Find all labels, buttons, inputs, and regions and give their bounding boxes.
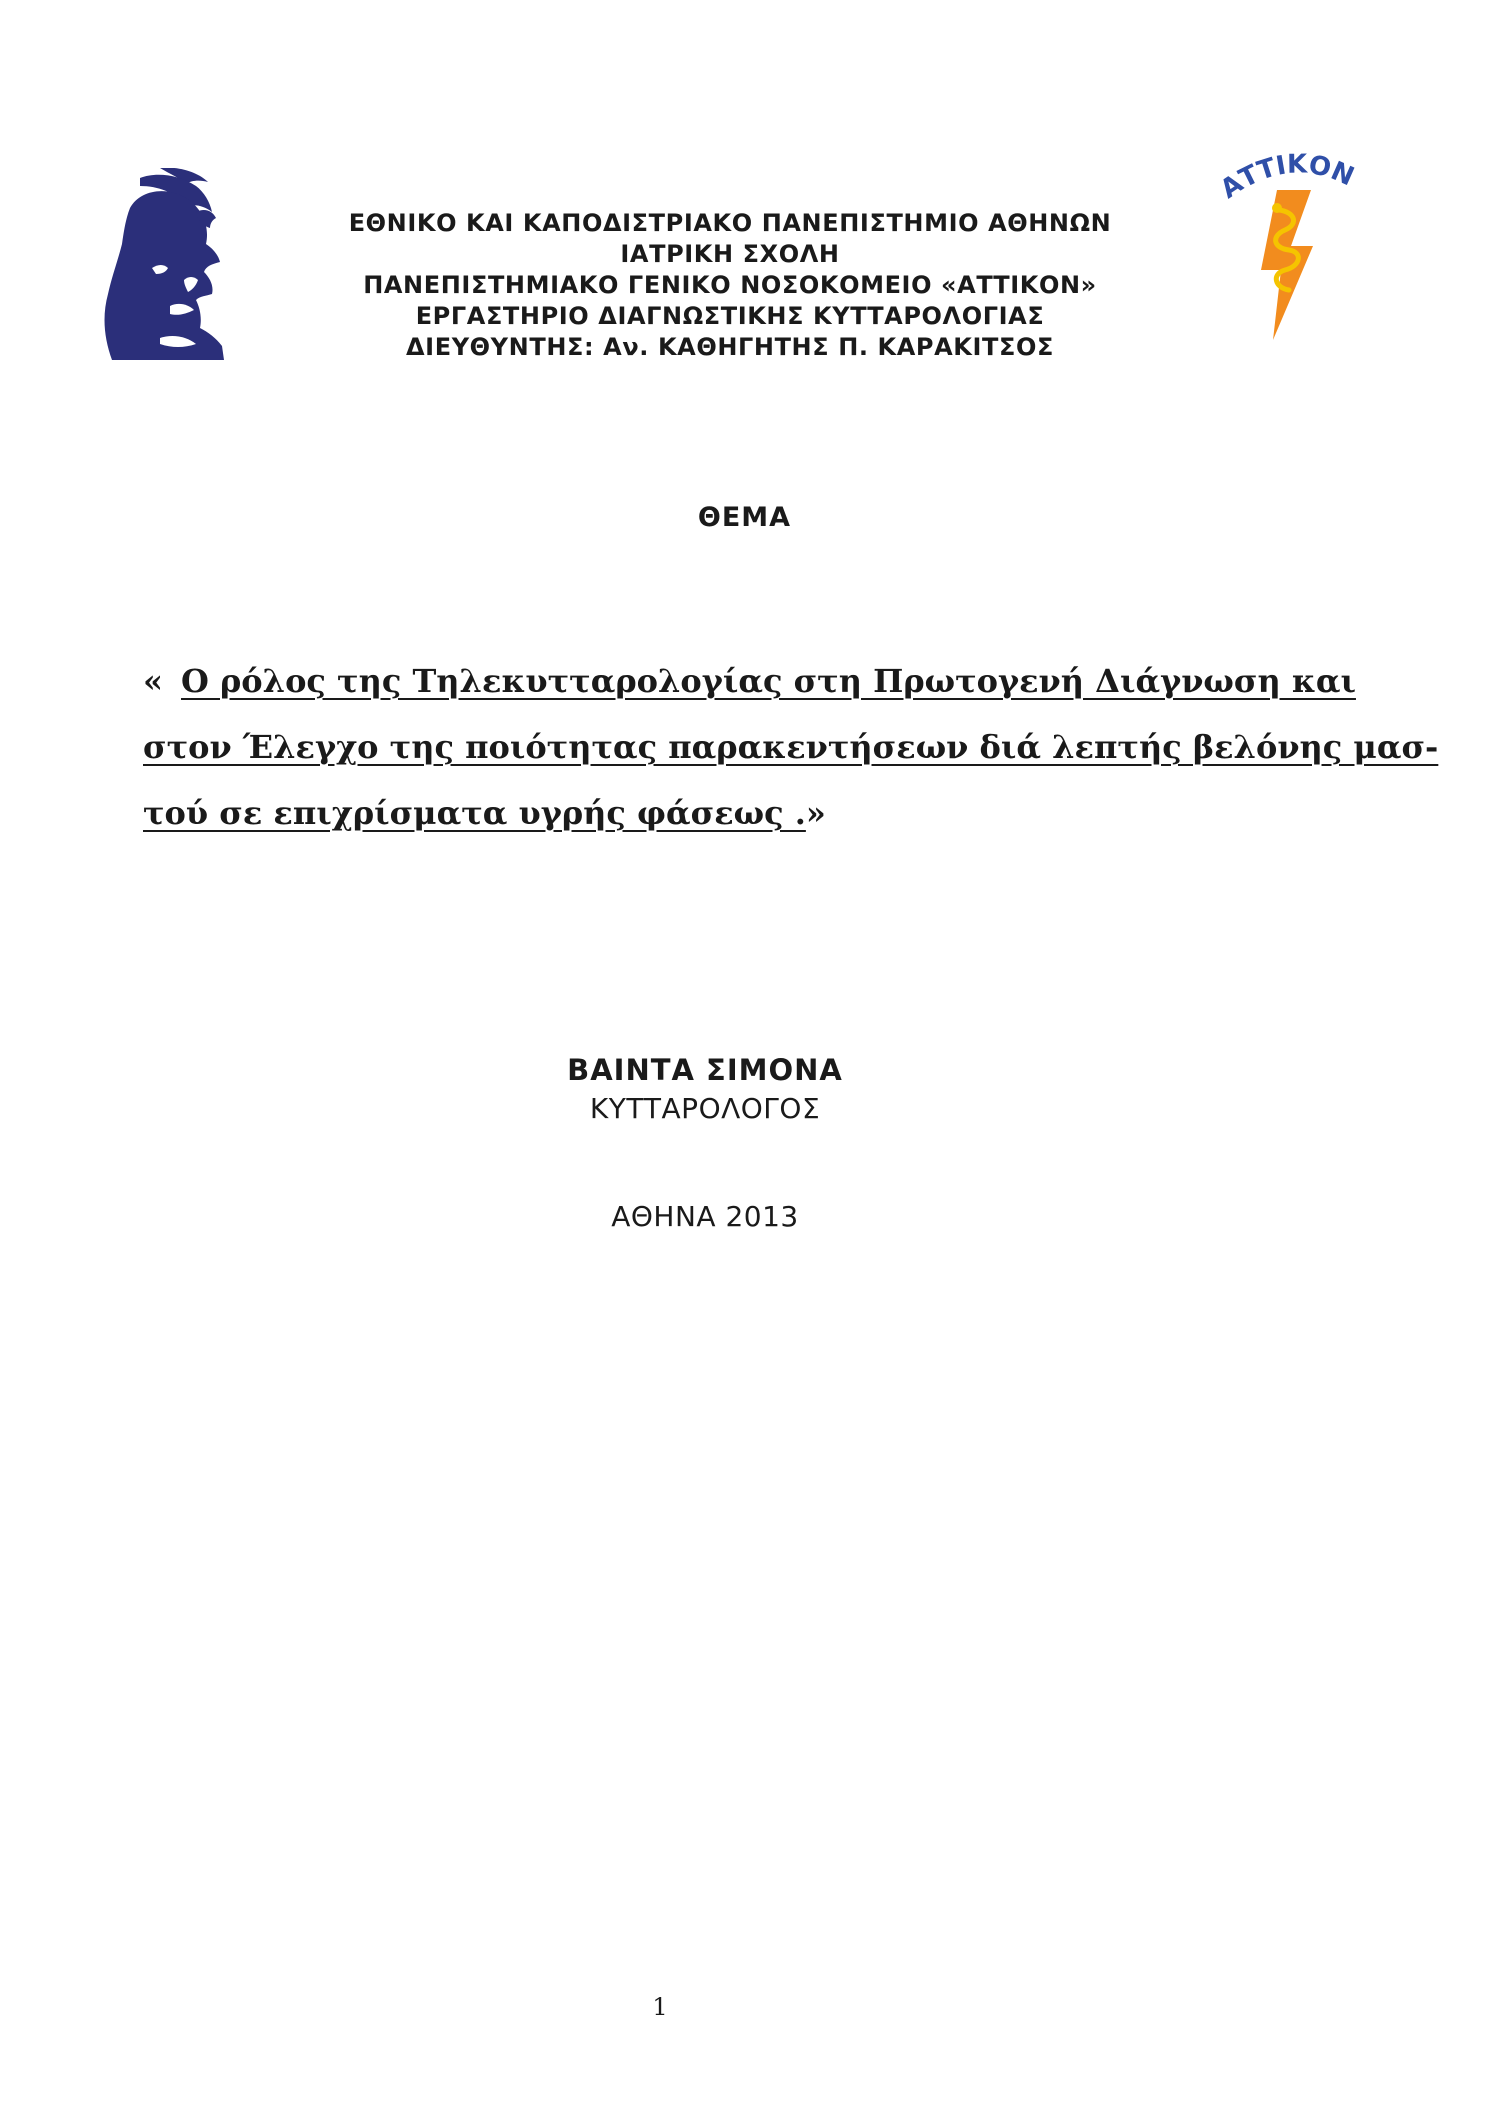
title-close-quote: » — [805, 794, 826, 832]
thesis-title — [143, 648, 1439, 846]
institution-header — [280, 208, 1180, 363]
title-line-2 — [143, 714, 1439, 780]
attikon-hospital-logo-icon — [1215, 150, 1365, 350]
author-role: ΚΥΤΤΑΡΟΛΟΓΟΣ — [589, 1092, 821, 1125]
athena-university-logo-icon — [100, 168, 240, 363]
svg-text:ΑΤΤΙΚΟΝ: ΑΤΤΙΚΟΝ — [1215, 150, 1359, 205]
page-number: 1 — [652, 1993, 668, 2021]
title-line-1 — [143, 648, 1356, 714]
title-line-3-text: τού σε επιχρίσματα υγρής φάσεως . — [143, 794, 806, 832]
header-line-hospital: ΠΑΝΕΠΙΣΤΗΜΙΑΚΟ ΓΕΝΙΚΟ ΝΟΣΟΚΟΜΕΙΟ «ΑΤΤΙΚΟΝ» — [363, 271, 1097, 299]
header-line-laboratory: ΕΡΓΑΣΤΗΡΙΟ ΔΙΑΓΝΩΣΤΙΚΗΣ ΚΥΤΤΑΡΟΛΟΓΙΑΣ — [415, 302, 1045, 330]
thema-label: ΘΕΜΑ — [697, 502, 792, 533]
title-text-line-1 — [181, 648, 1356, 714]
title-line-1-text: Ο ρόλος της Τηλεκυτταρολογίας στη Πρωτογενή Διάγνωση και — [181, 662, 1356, 700]
header-line-university: ΕΘΝΙΚΟ ΚΑΙ ΚΑΠΟΔΙΣΤΡΙΑΚΟ ΠΑΝΕΠΙΣΤΗΜΙΟ ΑΘΗΝΩΝ — [348, 209, 1112, 237]
title-line-2-text: στον Έλεγχο της ποιότητας παρακεντήσεων διά λεπτής βελόνης μασ- — [143, 728, 1439, 766]
author-name: ΒΑΙΝΤΑ ΣΙΜΟΝΑ — [567, 1053, 843, 1087]
place-year: ΑΘΗΝΑ 2013 — [611, 1200, 799, 1233]
header-line-school: ΙΑΤΡΙΚΗ ΣΧΟΛΗ — [620, 240, 840, 268]
title-open-quote: « — [143, 662, 163, 700]
title-line-3 — [143, 780, 1285, 846]
header-line-director: ΔΙΕΥΘΥΝΤΗΣ: Αν. ΚΑΘΗΓΗΤΗΣ Π. ΚΑΡΑΚΙΤΣΟΣ — [406, 333, 1054, 361]
